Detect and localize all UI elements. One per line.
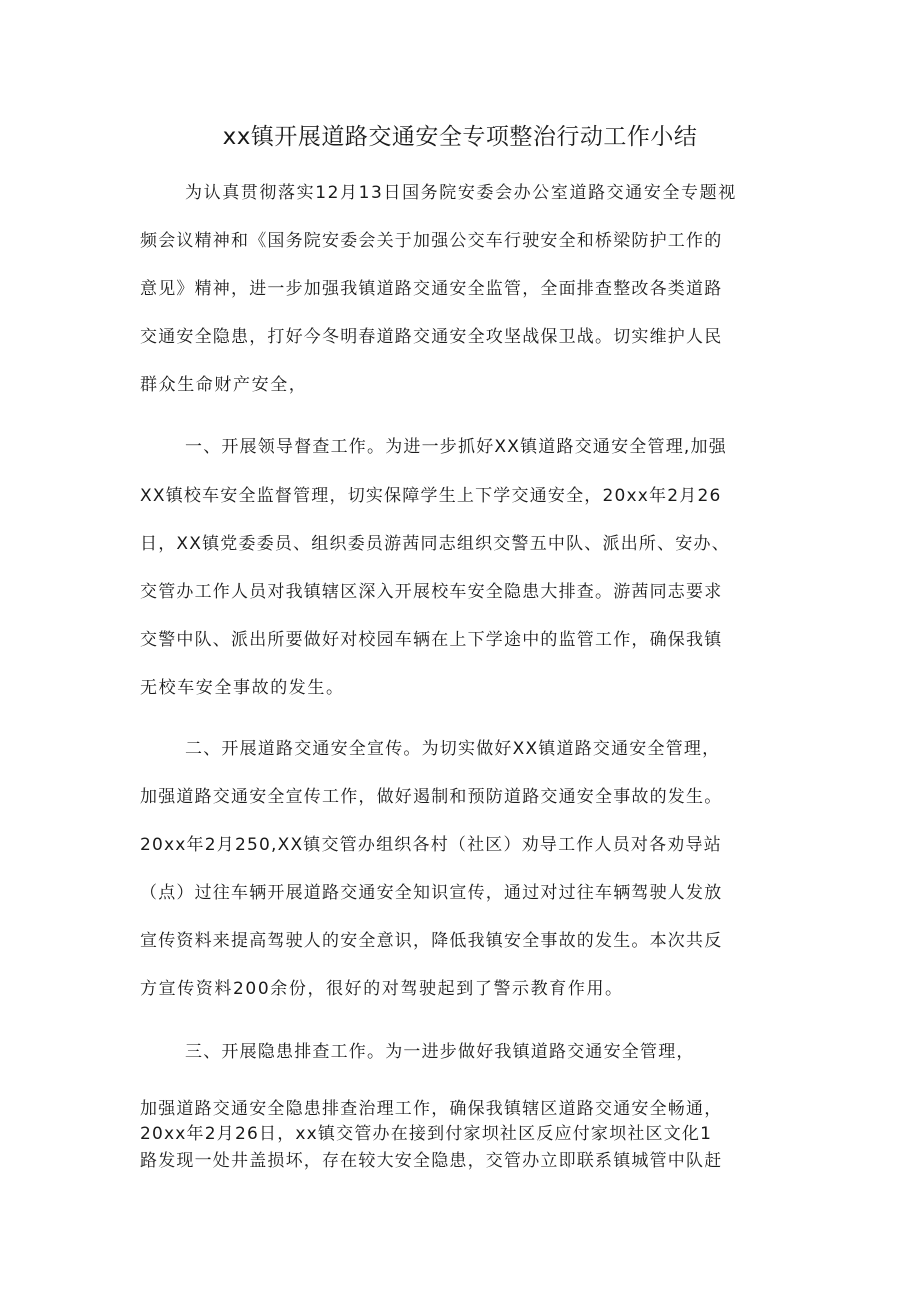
paragraph-1-line-4: 交通安全隐患，打好今冬明春道路交通安全攻坚战保卫战。切实维护人民 xyxy=(140,327,723,347)
paragraph-3-line-1: 二、开展道路交通安全宣传。为切实做好XX镇道路交通安全管理， xyxy=(185,739,721,759)
paragraph-3-line-2: 加强道路交通安全宣传工作，做好遏制和预防道路交通安全事故的发生。 xyxy=(140,787,723,807)
paragraph-2-line-5: 交警中队、派出所要做好对校园车辆在上下学途中的监管工作，确保我镇 xyxy=(140,630,723,650)
paragraph-1-line-3: 意见》精神，进一步加强我镇道路交通安全监管，全面排查整改各类道路 xyxy=(140,279,723,299)
paragraph-4-line-1: 三、开展隐患排查工作。为一进步做好我镇道路交通安全管理， xyxy=(185,1042,695,1062)
paragraph-3-line-4: （点）过往车辆开展道路交通安全知识宣传，通过对过往车辆驾驶人发放 xyxy=(140,883,723,903)
paragraph-2-line-3: 日，XX镇党委委员、组织委员游茜同志组织交警五中队、派出所、安办、 xyxy=(140,534,730,554)
paragraph-2-line-2: XX镇校车安全监督管理，切实保障学生上下学交通安全，20xx年2月26 xyxy=(140,486,722,506)
paragraph-2-line-6: 无校车安全事故的发生。 xyxy=(140,678,345,698)
paragraph-3-line-6: 方宣传资料200余份，很好的对驾驶起到了警示教育作用。 xyxy=(140,979,624,999)
document-title: xx镇开展道路交通安全专项整治行动工作小结 xyxy=(222,124,698,150)
paragraph-3-line-5: 宣传资料来提高驾驶人的安全意识，降低我镇安全事故的发生。本次共反 xyxy=(140,931,723,951)
paragraph-1-line-2: 频会议精神和《国务院安委会关于加强公交车行驶安全和桥梁防护工作的 xyxy=(140,231,723,251)
paragraph-4-line-4: 路发现一处井盖损坏，存在较大安全隐患，交管办立即联系镇城管中队赶 xyxy=(140,1151,723,1171)
paragraph-4-line-3: 20xx年2月26日，xx镇交管办在接到付家坝社区反应付家坝社区文化1 xyxy=(140,1124,713,1144)
paragraph-1-line-1: 为认真贯彻落实12月13日国务院安委会办公室道路交通安全专题视 xyxy=(185,183,737,203)
paragraph-3-line-3: 20xx年2月250,XX镇交管办组织各村（社区）劝导工作人员对各劝导站 xyxy=(140,835,722,855)
paragraph-2-line-1: 一、开展领导督查工作。为进一步抓好XX镇道路交通安全管理,加强 xyxy=(185,437,727,457)
paragraph-1-line-5: 群众生命财产安全， xyxy=(140,375,308,395)
paragraph-4-line-2: 加强道路交通安全隐患排查治理工作，确保我镇辖区道路交通安全畅通， xyxy=(140,1099,723,1119)
paragraph-2-line-4: 交管办工作人员对我镇辖区深入开展校车安全隐患大排查。游茜同志要求 xyxy=(140,582,723,602)
